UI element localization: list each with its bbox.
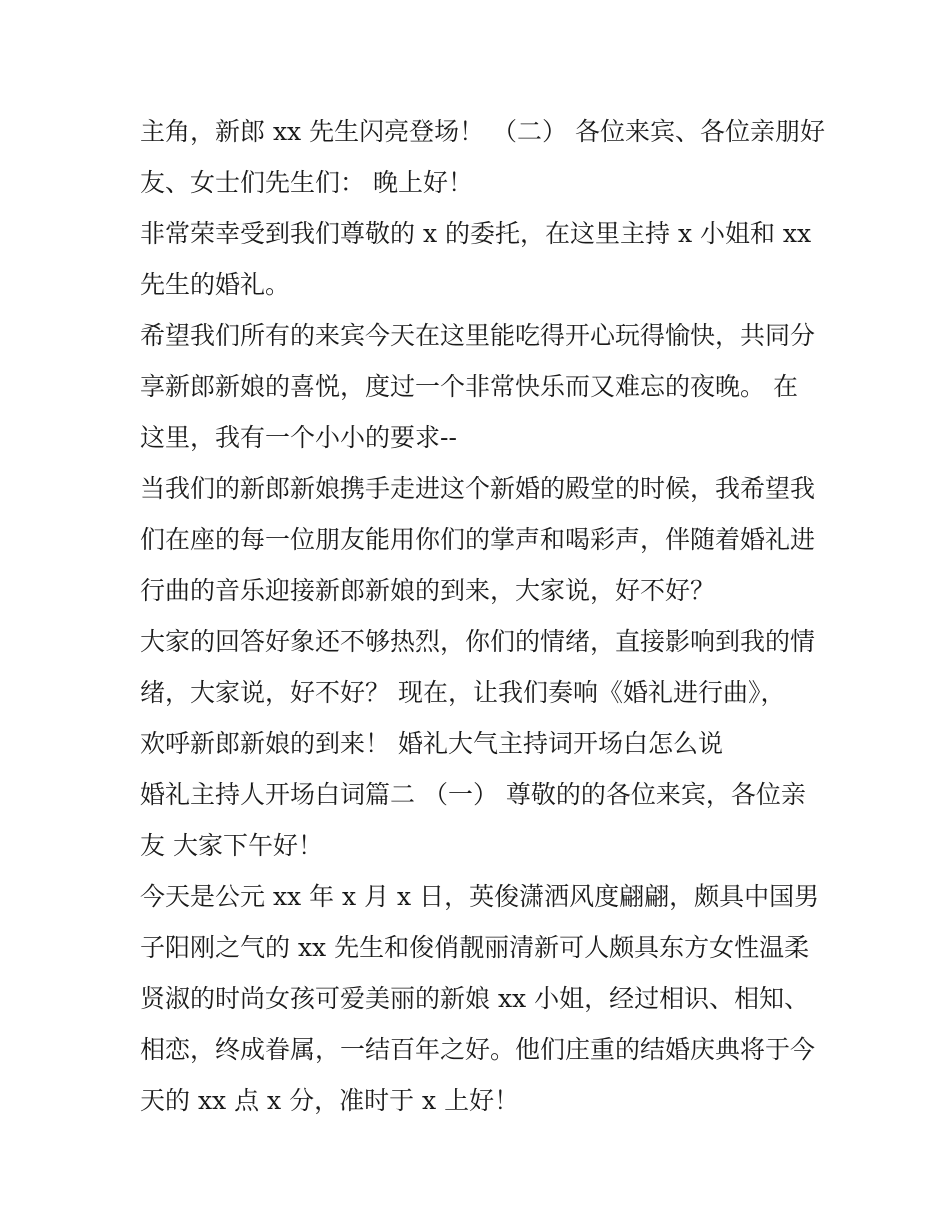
text-line: 这里，我有一个小小的要求-- <box>140 423 457 452</box>
text-line: 子阳刚之气的 xx 先生和俊俏靓丽清新可人颇具东方女性温柔 <box>140 933 810 962</box>
text-line: 欢呼新郎新娘的到来！ 婚礼大气主持词开场白怎么说 <box>140 729 723 758</box>
text-line: 友、女士们先生们： 晚上好！ <box>140 168 473 197</box>
text-line: 天的 xx 点 x 分，准时于 x 上好！ <box>140 1086 520 1115</box>
text-line: 今天是公元 xx 年 x 月 x 日，英俊潇洒风度翩翩，颇具中国男 <box>140 882 820 911</box>
text-line: 贤淑的时尚女孩可爱美丽的新娘 xx 小姐，经过相识、相知、 <box>140 984 810 1013</box>
text-line: 希望我们所有的来宾今天在这里能吃得开心玩得愉快，共同分 <box>140 321 816 350</box>
text-line: 先生的婚礼。 <box>140 270 291 299</box>
text-line: 婚礼主持人开场白词篇二 （一） 尊敬的的各位来宾，各位亲 <box>140 780 806 809</box>
text-line: 相恋，终成眷属，一结百年之好。他们庄重的结婚庆典将于今 <box>140 1035 816 1064</box>
text-line: 大家的回答好象还不够热烈，你们的情绪，直接影响到我的情 <box>140 627 816 656</box>
text-line: 绪，大家说，好不好？ 现在，让我们奏响《婚礼进行曲》， <box>140 678 786 707</box>
document-body <box>140 106 830 1126</box>
text-line: 们在座的每一位朋友能用你们的掌声和喝彩声，伴随着婚礼进 <box>140 525 816 554</box>
text-line: 当我们的新郎新娘携手走进这个新婚的殿堂的时候，我希望我 <box>140 474 816 503</box>
text-line: 行曲的音乐迎接新郎新娘的到来，大家说，好不好？ <box>140 576 716 605</box>
text-line: 享新郎新娘的喜悦，度过一个非常快乐而又难忘的夜晚。 在 <box>140 372 798 401</box>
text-line: 友 大家下午好！ <box>140 831 323 860</box>
text-line: 非常荣幸受到我们尊敬的 x 的委托，在这里主持 x 小姐和 xx <box>140 219 812 248</box>
text-line: 主角，新郎 xx 先生闪亮登场！ （二） 各位来宾、各位亲朋好 <box>140 117 825 146</box>
